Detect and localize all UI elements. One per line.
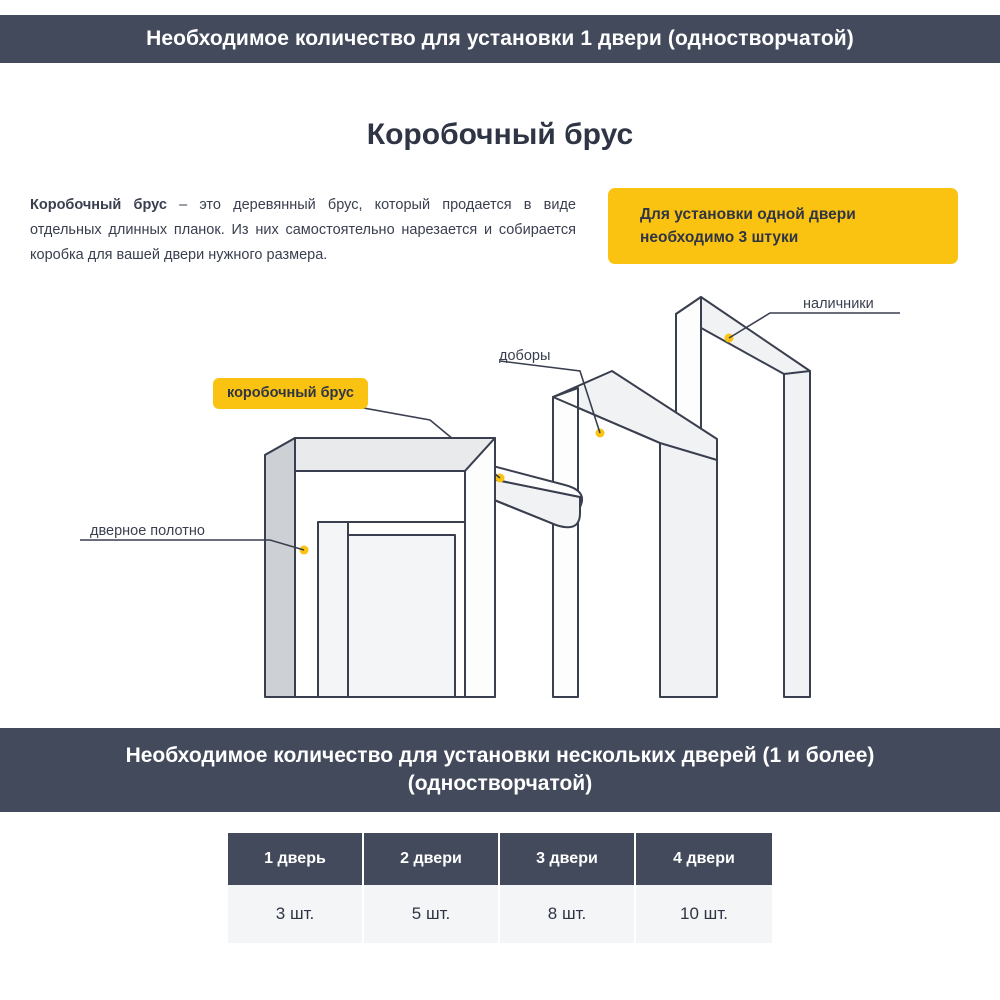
table-header-cell: 1 дверь [228,833,364,885]
label-korobochny-brus: коробочный брус [213,378,368,409]
label-dobory: доборы [499,348,551,364]
door-leaf-shape [265,438,495,697]
top-banner [0,15,1000,63]
bottom-banner-line-2: (одностворчатой) [407,772,593,795]
table-header-cell: 2 двери [364,833,500,885]
door-parts-illustration [0,275,1000,715]
intro-lead: Коробочный брус [30,197,167,213]
table-header-cell: 3 двери [500,833,636,885]
table-value-cell: 5 шт. [364,885,500,943]
table-header-row [228,833,772,885]
intro-rest: – это деревянный брус, который продается в виде отдельных длинных планок. Из них самостоятельно нарезается и собирается коробка для вашей двери нужного размера. [30,197,576,263]
illustration-svg [0,275,1000,715]
quantity-table [228,833,772,943]
table-value-row [228,885,772,943]
top-banner-text: Необходимое количество для установки 1 двери (одностворчатой) [146,27,854,50]
table-header-cell: 4 двери [636,833,772,885]
label-nalichniki: наличники [803,296,874,312]
callout-line-2: необходимо 3 штуки [640,229,799,246]
table-value-cell: 3 шт. [228,885,364,943]
page-title: Коробочный брус [366,118,634,151]
intro-paragraph [30,193,576,268]
table-value-cell: 8 шт. [500,885,636,943]
bottom-banner-line-1: Необходимое количество для установки нескольких дверей (1 и более) [125,744,875,767]
table-value-cell: 10 шт. [636,885,772,943]
callout-box [608,188,958,264]
bottom-banner [0,728,1000,812]
callout-line-1: Для установки одной двери [640,206,856,223]
label-dvernoe-polotno: дверное полотно [90,523,205,539]
